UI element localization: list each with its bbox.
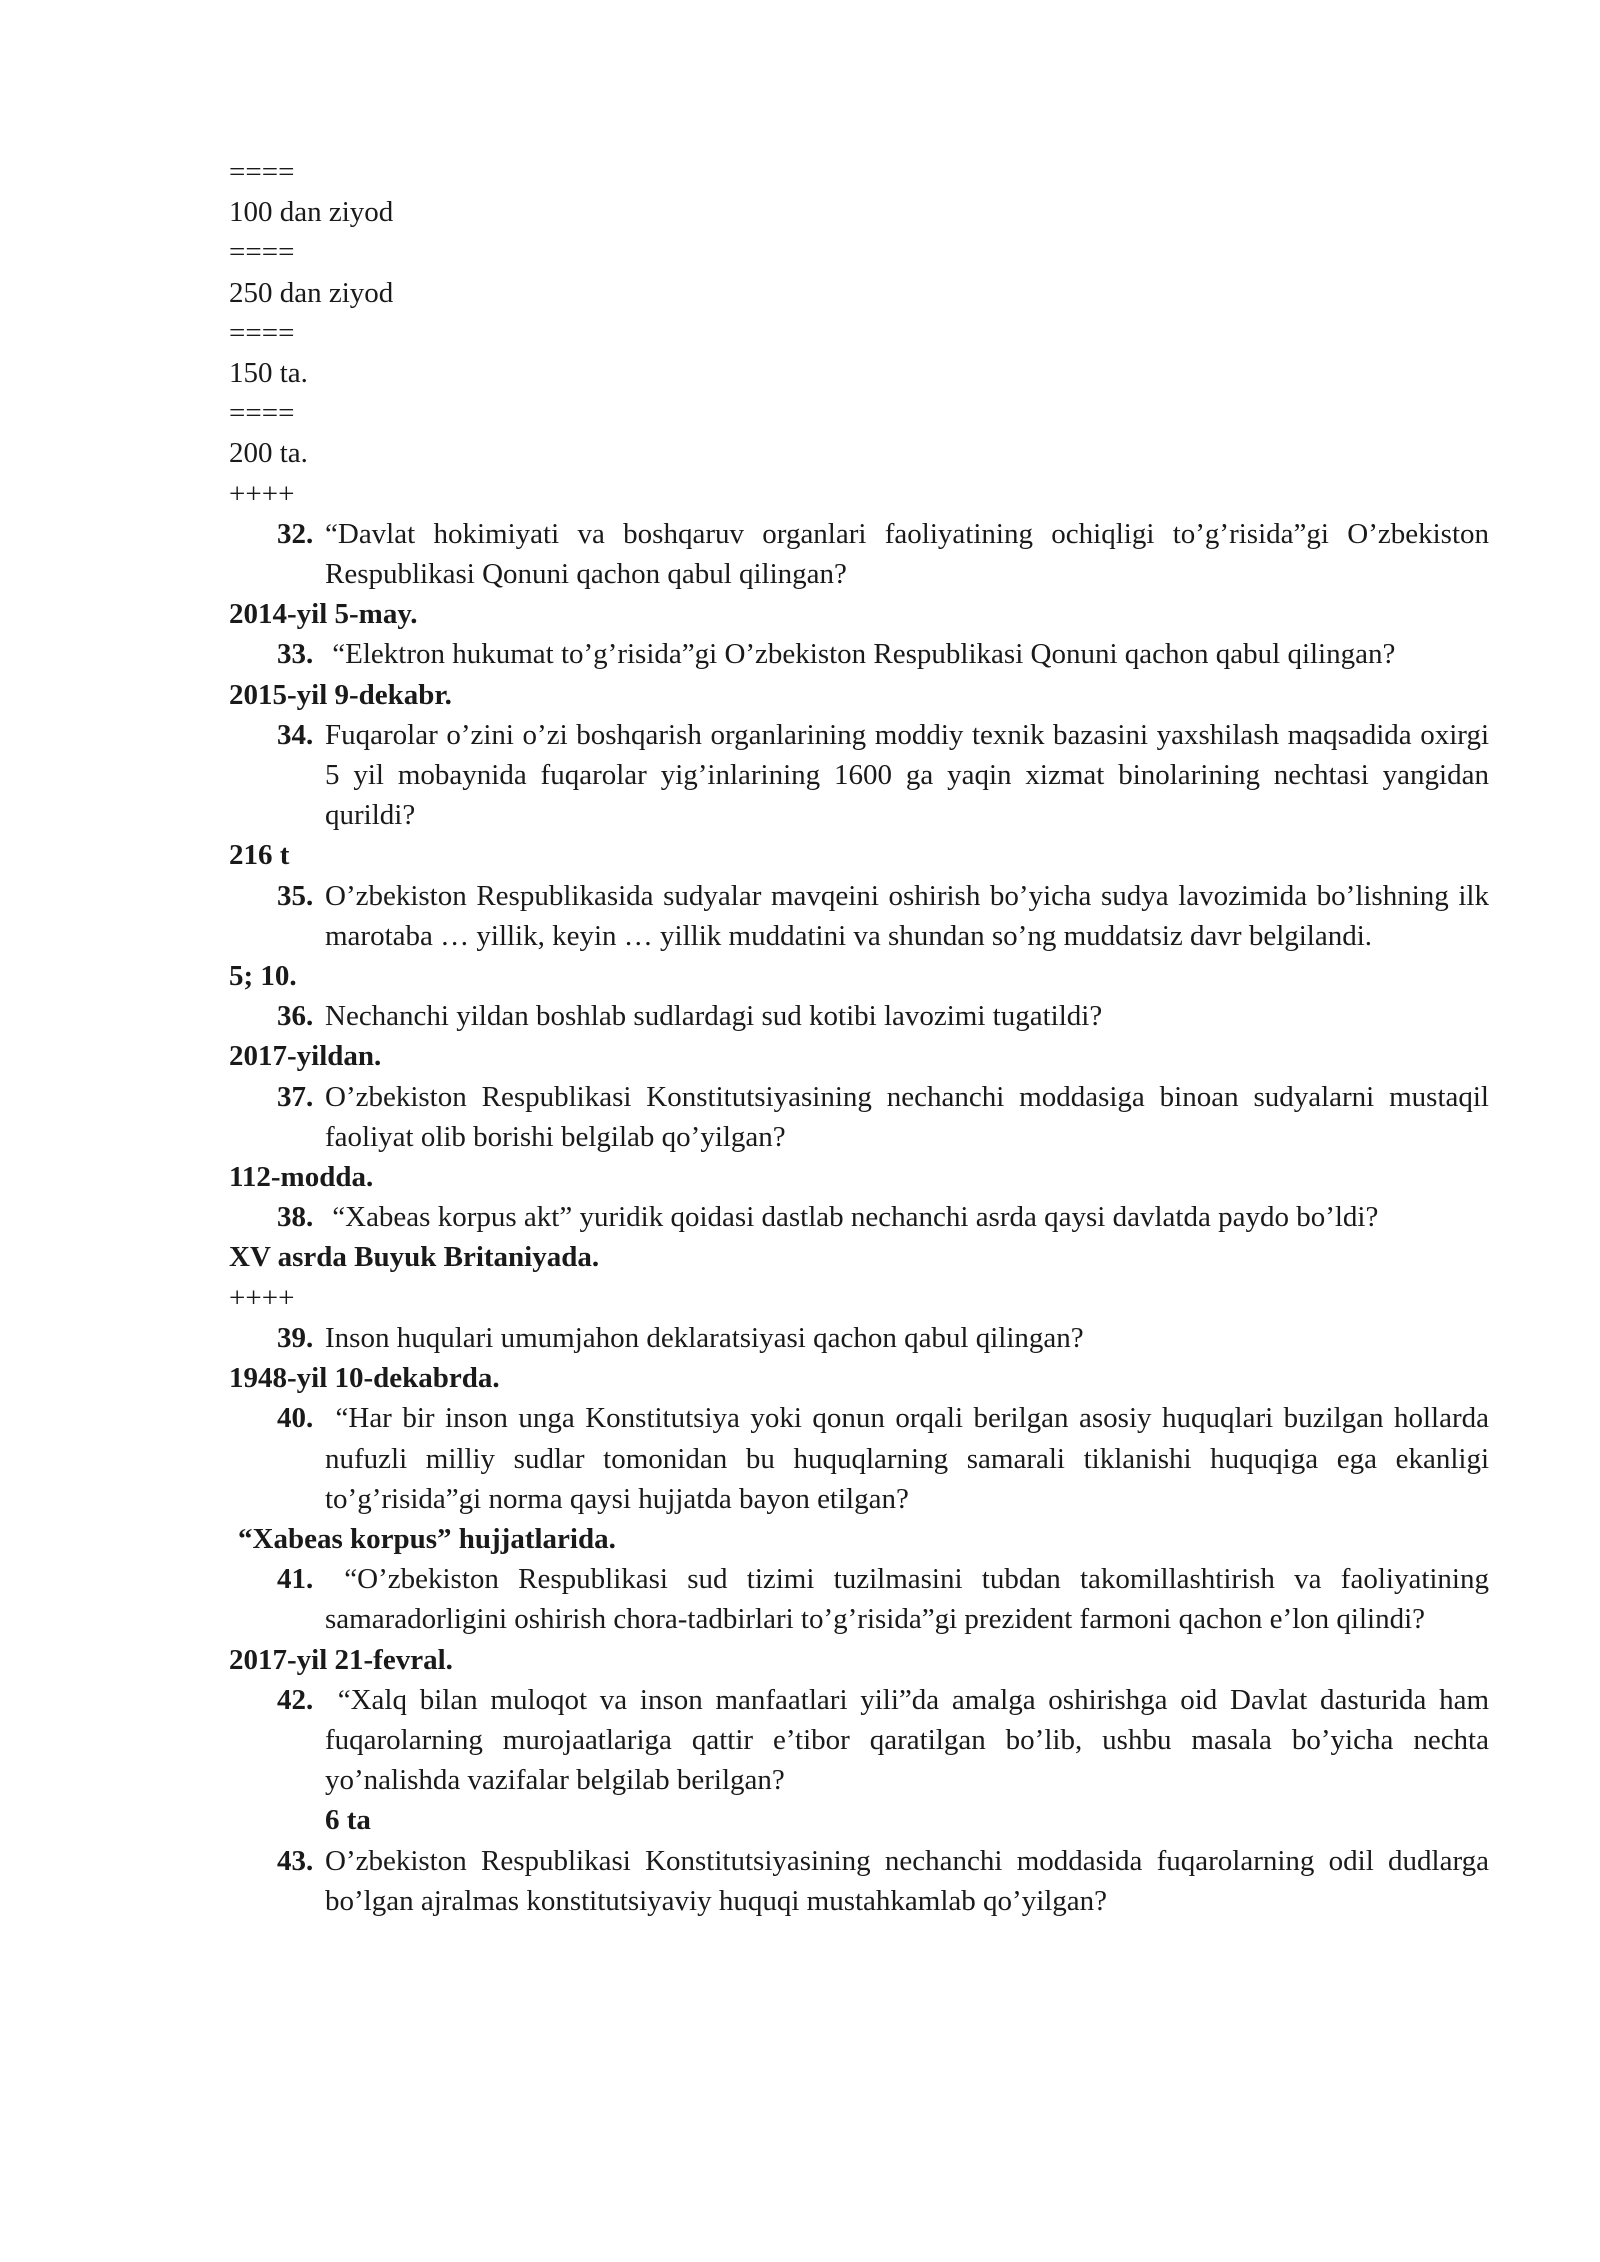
- option-line: 250 dan ziyod: [229, 276, 394, 309]
- question-text: Fuqarolar o’zini o’zi boshqarish organlarining moddiy texnik bazasini yaxshilash maqsadida oxirgi 5 yil mobaynida fuqarolar yig’inlarining 1600 ga yaqin xizmat binolarining nechtasi yangidan qurildi?: [325, 718, 1497, 832]
- question-item: [277, 876, 1497, 956]
- answer-line: 6 ta: [325, 1804, 371, 1837]
- question-number: 41.: [277, 1563, 314, 1596]
- answer-line: 2017-yil 21-fevral.: [229, 1643, 453, 1676]
- question-number: 39.: [277, 1321, 314, 1354]
- answer-line: XV asrda Buyuk Britaniyada.: [229, 1241, 600, 1274]
- question-text: “Xalq bilan muloqot va inson manfaatlari yili”da amalga oshirishga oid Davlat dasturida ham fuqarolarning murojaatlariga qattir e’tibor qaratilgan bo’lib, ushbu masala bo’yicha nechta yo’nalishda vazifalar belgilab berilgan?: [325, 1683, 1497, 1797]
- question-number: 38.: [277, 1201, 314, 1234]
- separator-line: ====: [229, 156, 295, 188]
- answer-line: 112-modda.: [229, 1161, 374, 1194]
- question-item: [277, 1077, 1497, 1157]
- answer-line: “Xabeas korpus” hujjatlarida.: [238, 1522, 616, 1555]
- answer-line: 1948-yil 10-dekabrda.: [229, 1362, 500, 1395]
- separator-line: ++++: [229, 1281, 295, 1314]
- question-number: 42.: [277, 1683, 314, 1716]
- question-item: [277, 1559, 1497, 1639]
- question-text: “Elektron hukumat to’g’risida”gi O’zbekiston Respublikasi Qonuni qachon qabul qilingan?: [325, 638, 1396, 671]
- question-item: [277, 1680, 1497, 1801]
- question-number: 40.: [277, 1402, 314, 1435]
- document-page: [229, 152, 1497, 1921]
- separator-line: ====: [229, 236, 295, 269]
- question-number: 43.: [277, 1844, 314, 1877]
- question-item: [277, 1841, 1497, 1921]
- question-number: 35.: [277, 879, 314, 912]
- question-item: [277, 715, 1497, 836]
- answer-line: 2014-yil 5-may.: [229, 598, 418, 631]
- answer-line: 2017-yildan.: [229, 1040, 382, 1073]
- question-text: Nechanchi yildan boshlab sudlardagi sud kotibi lavozimi tugatildi?: [325, 1000, 1103, 1033]
- answer-line: 5; 10.: [229, 960, 297, 993]
- separator-line: ++++: [229, 477, 295, 510]
- question-text: O’zbekiston Respublikasi Konstitutsiyasining nechanchi moddasiga binoan sudyalarni mustaqil faoliyat olib borishi belgilab qo’yilgan?: [325, 1080, 1497, 1153]
- question-item: [277, 1398, 1497, 1519]
- separator-line: ====: [229, 397, 295, 430]
- question-text: “Xabeas korpus akt” yuridik qoidasi dastlab nechanchi asrda qaysi davlatda paydo bo’ldi?: [325, 1201, 1379, 1234]
- question-number: 37.: [277, 1080, 314, 1113]
- option-line: 200 ta.: [229, 437, 308, 470]
- answer-line: 2015-yil 9-dekabr.: [229, 678, 452, 711]
- question-number: 33.: [277, 638, 314, 671]
- question-number: 32.: [277, 517, 314, 550]
- question-number: 34.: [277, 718, 314, 751]
- question-text: O’zbekiston Respublikasida sudyalar mavqeini oshirish bo’yicha sudya lavozimida bo’lishning ilk marotaba … yillik, keyin … yillik muddatini va shundan so’ng muddatsiz davr belgilandi.: [325, 879, 1497, 952]
- question-text: Inson huqulari umumjahon deklaratsiyasi qachon qabul qilingan?: [325, 1321, 1084, 1354]
- question-item: [277, 996, 1489, 1036]
- question-number: 36.: [277, 1000, 314, 1033]
- question-text: “Davlat hokimiyati va boshqaruv organlari faoliyatining ochiqligi to’g’risida”gi O’zbekiston Respublikasi Qonuni qachon qabul qilingan?: [325, 517, 1497, 591]
- question-text: “O’zbekiston Respublikasi sud tizimi tuzilmasini tubdan takomillashtirish va faoliyatining samaradorligini oshirish chora-tadbirlari to’g’risida”gi prezident farmoni qachon e’lon qilindi?: [325, 1563, 1497, 1636]
- separator-line: ====: [229, 316, 295, 349]
- question-item: [277, 1197, 1489, 1237]
- option-line: 150 ta.: [229, 357, 308, 390]
- question-item: [277, 634, 1489, 674]
- question-text: “Har bir inson unga Konstitutsiya yoki qonun orqali berilgan asosiy huquqlari buzilgan hollarda nufuzli milliy sudlar tomonidan bu huquqlarning samarali tiklanishi huquqiga ega ekanligi to’g’risida”gi norma qaysi hujjatda bayon etilgan?: [325, 1402, 1497, 1515]
- question-text: O’zbekiston Respublikasi Konstitutsiyasining nechanchi moddasida fuqarolarning odil dudlarga bo’lgan ajralmas konstitutsiyaviy huquqi mustahkamlab qo’yilgan?: [325, 1844, 1497, 1917]
- question-item: [277, 514, 1497, 594]
- option-line: 100 dan ziyod: [229, 196, 394, 229]
- question-item: [277, 1318, 1489, 1358]
- answer-line: 216 t: [229, 839, 290, 872]
